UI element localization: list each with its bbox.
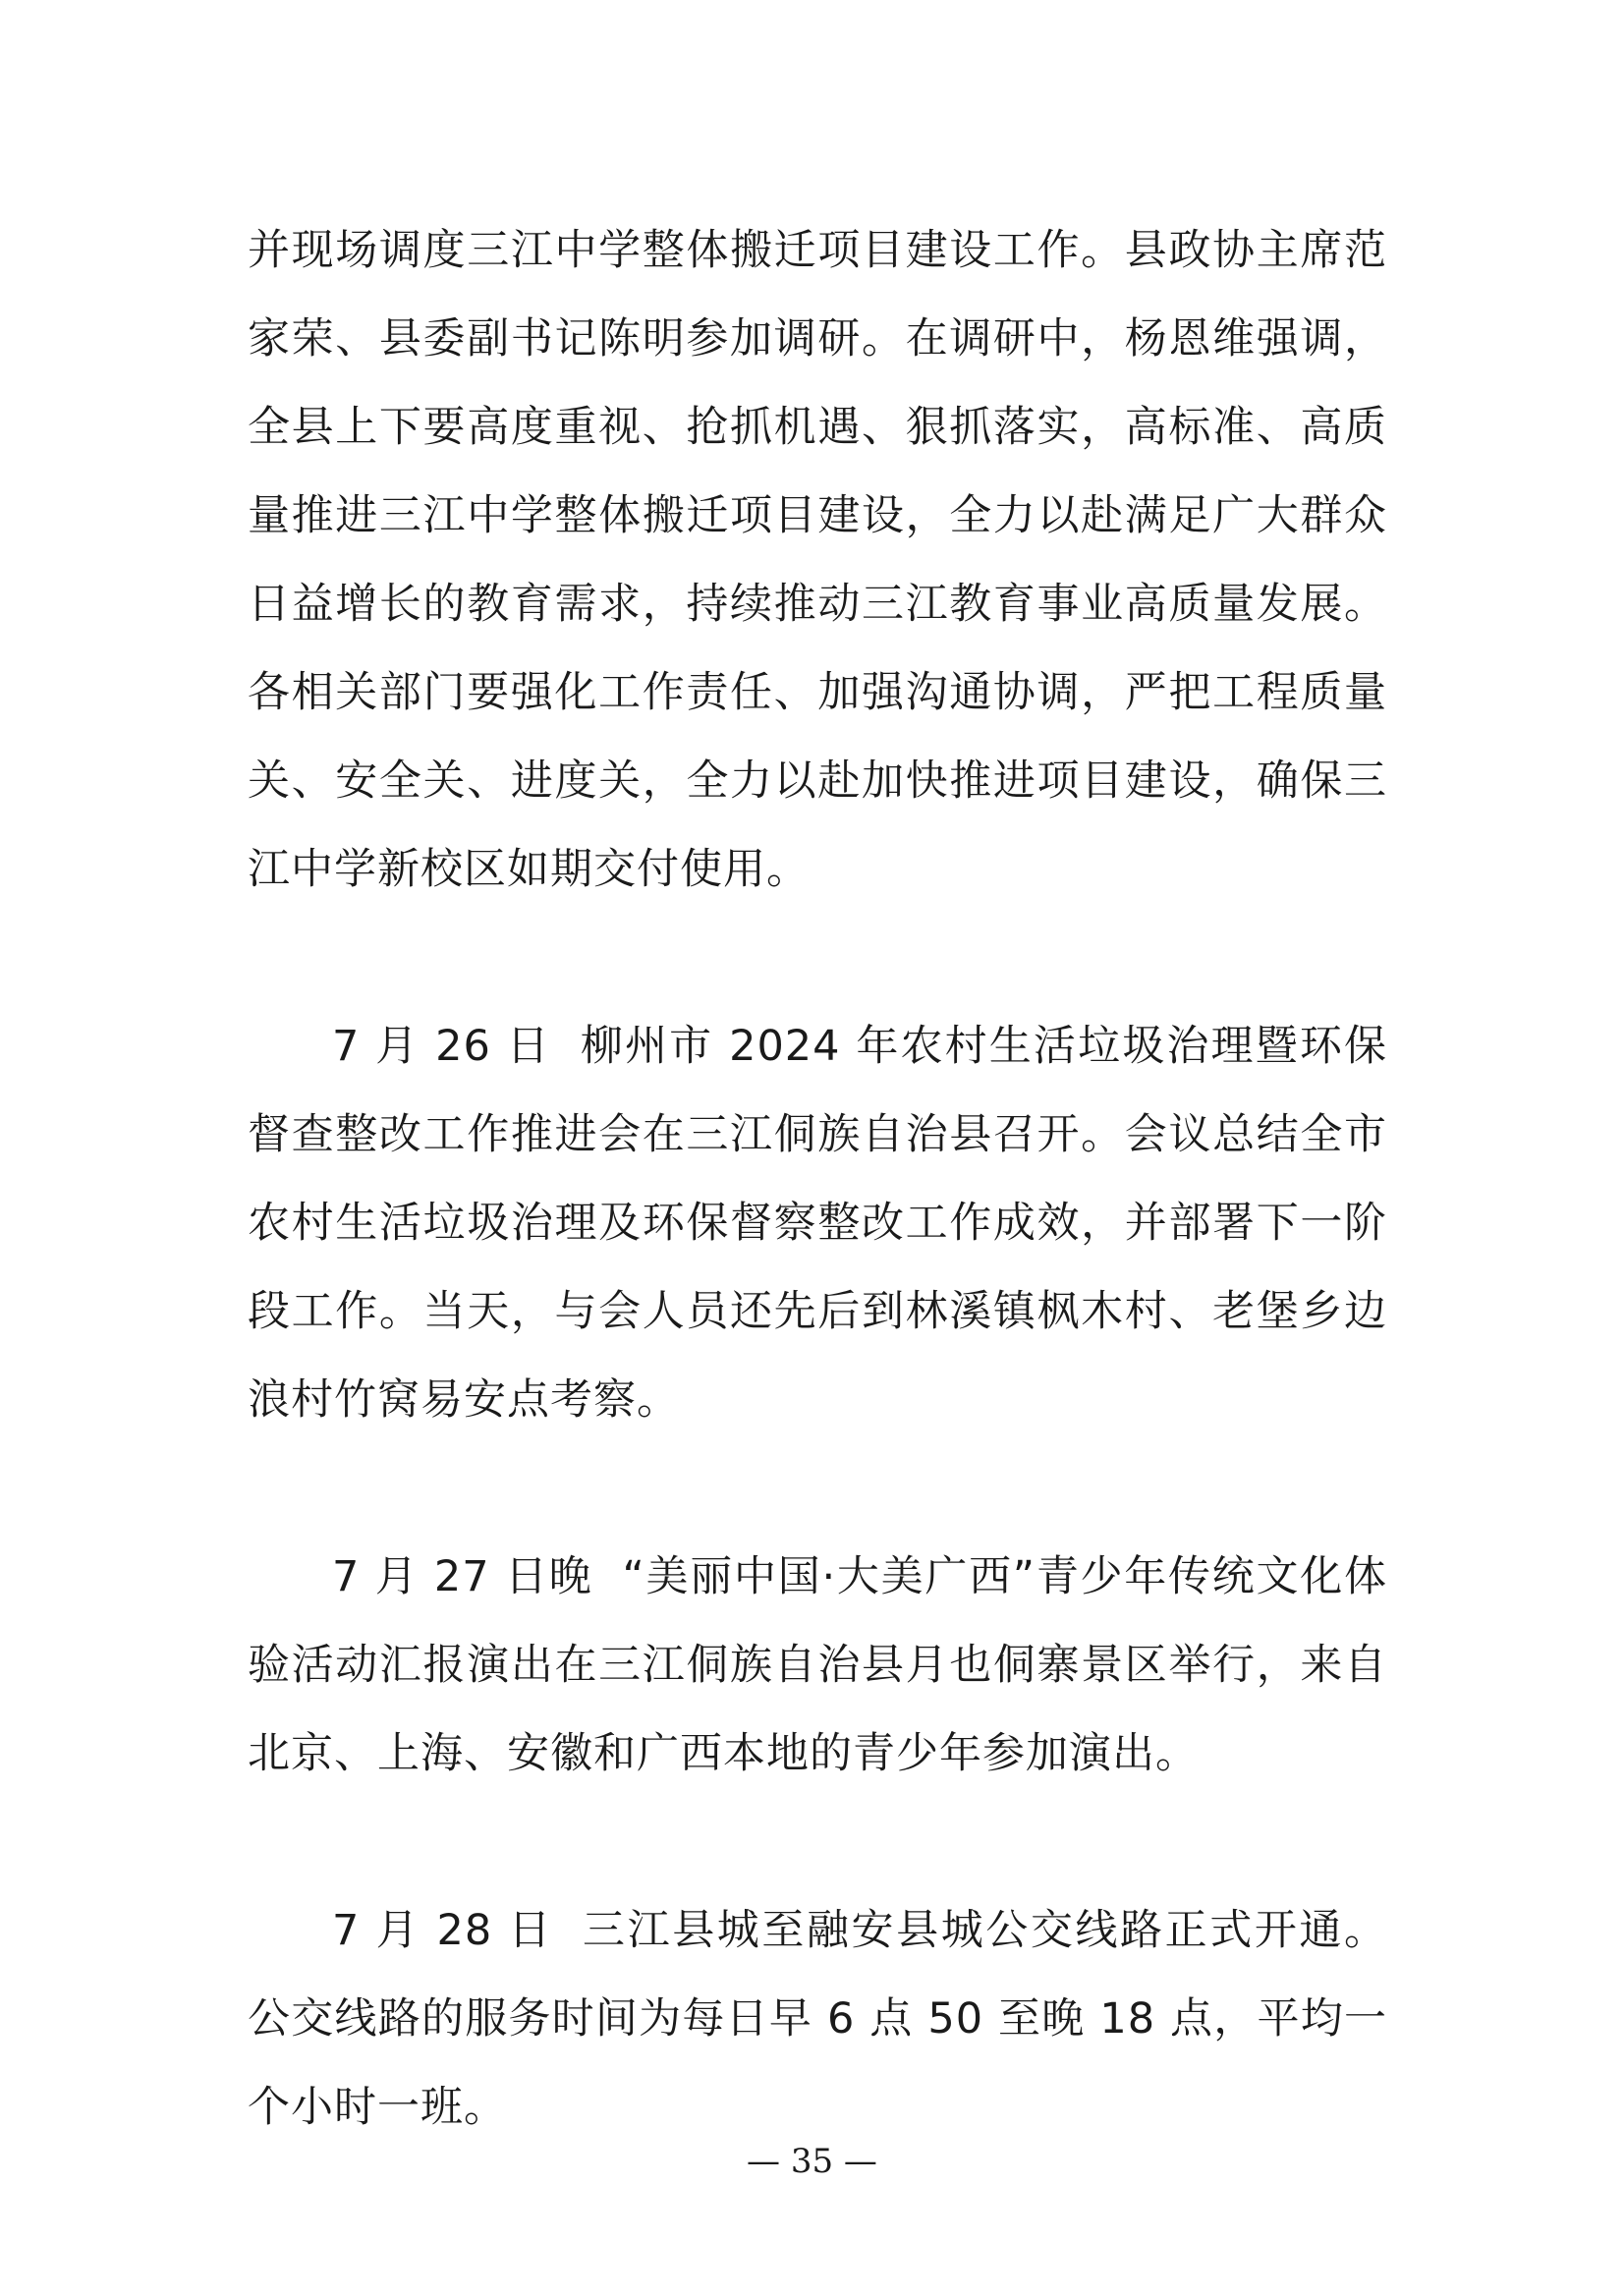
entry-date: 7 月 27 日晚 <box>332 1552 593 1601</box>
paragraph-entry-jul-28 <box>248 1886 1387 2152</box>
paragraph-entry-jul-27 <box>248 1533 1387 1798</box>
paragraph-text: 柳州市 2024 年农村生活垃圾治理暨环保督查整改工作推进会在三江侗族自治县召开。会议总结全市农村生活垃圾治理及环保督察整改工作成效，并部署下一阶段工作。当天，与会人员还先后到林溪镇枫木村、老堡乡边浪村竹窝易安点考察。 <box>248 1022 1387 1425</box>
paragraph-text: “美丽中国·大美广西”青少年传统文化体验活动汇报演出在三江侗族自治县月也侗寨景区举行，来自北京、上海、安徽和广西本地的青少年参加演出。 <box>248 1552 1387 1778</box>
document-body <box>248 206 1387 2152</box>
entry-date: 7 月 28 日 <box>332 1906 554 1955</box>
page-number: — 35 — <box>747 2142 877 2181</box>
paragraph-text: 并现场调度三江中学整体搬迁项目建设工作。县政协主席范家荣、县委副书记陈明参加调研。在调研中，杨恩维强调，全县上下要高度重视、抢抓机遇、狠抓落实，高标准、高质量推进三江中学整体搬迁项目建设，全力以赴满足广大群众日益增长的教育需求，持续推动三江教育事业高质量发展。各相关部门要强化工作责任、加强沟通协调，严把工程质量关、安全关、进度关，全力以赴加快推进项目建设，确保三江中学新校区如期交付使用。 <box>248 226 1387 894</box>
paragraph-continued <box>248 206 1387 914</box>
paragraph-entry-jul-26 <box>248 1002 1387 1444</box>
entry-date: 7 月 26 日 <box>332 1022 551 1071</box>
paragraph-text: 三江县城至融安县城公交线路正式开通。公交线路的服务时间为每日早 6 点 50 至晚 18 点，平均一个小时一班。 <box>248 1906 1387 2132</box>
